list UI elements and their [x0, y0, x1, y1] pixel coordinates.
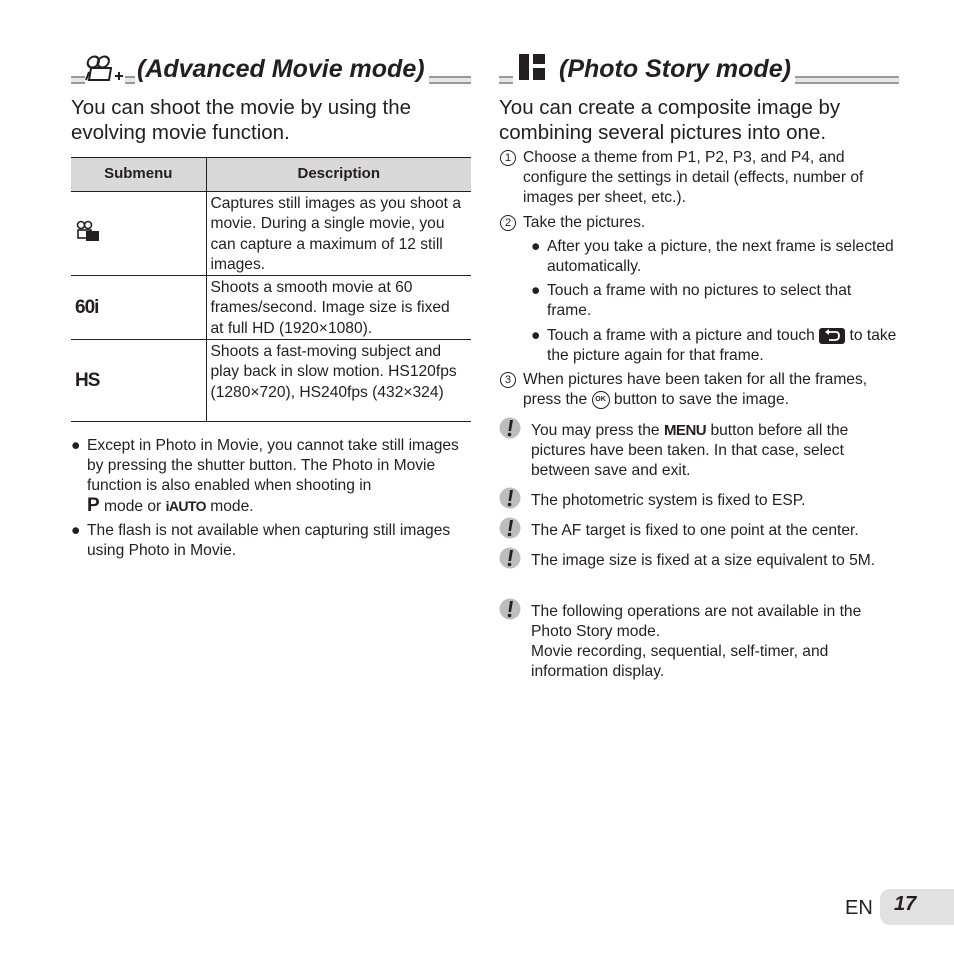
note-text: The photometric system is fixed to ESP. — [531, 492, 806, 509]
sub-bullet-item — [531, 281, 899, 321]
section-heading-advanced-movie — [71, 54, 471, 84]
caution-icon — [499, 547, 521, 569]
photo-in-movie-icon — [75, 220, 101, 242]
submenu-cell — [71, 340, 206, 422]
step-text: Take the pictures. — [523, 214, 646, 231]
note-text: The image size is fixed at a size equivalent to 5M. — [531, 552, 876, 569]
bullet-text: Touch a frame with no pictures to select that frame. — [547, 282, 852, 319]
retake-button-icon — [819, 328, 845, 344]
p-mode-icon: P — [87, 495, 100, 516]
caution-icon — [499, 417, 521, 439]
language-label: EN — [845, 897, 873, 919]
bullet-dot: ● — [71, 437, 81, 454]
step-2 — [499, 213, 899, 233]
page-number-tab — [880, 889, 954, 925]
bullet-dot: ● — [531, 327, 541, 344]
step-number: 2 — [500, 215, 516, 231]
section-title: (Photo Story mode) — [557, 54, 795, 84]
intro-text: You can shoot the movie by using the evolving movie function. — [71, 96, 412, 144]
note-text: You may press the — [531, 422, 660, 439]
section-title: (Advanced Movie mode) — [135, 54, 429, 84]
caution-icon — [499, 598, 521, 620]
header-submenu: Submenu — [71, 158, 206, 192]
bullet-text: After you take a picture, the next frame is selected automatically. — [547, 238, 894, 275]
60i-icon: 60i — [75, 296, 99, 318]
submenu-table — [71, 157, 471, 422]
table-row — [71, 340, 471, 422]
note-item — [499, 491, 899, 511]
bullet-dot: ● — [531, 238, 541, 255]
table-row — [71, 276, 471, 340]
note-text: Movie recording, sequential, self-timer, and information display. — [531, 643, 829, 680]
note-text: The following operations are not available in the Photo Story mode. — [531, 603, 862, 640]
step-text: When pictures have been taken for all the frames, press the — [523, 371, 868, 408]
bullet-dot: ● — [531, 282, 541, 299]
bullet-text: Except in Photo in Movie, you cannot take still images by pressing the shutter button. The Photo in Movie function is also enabled when shooting in — [87, 437, 459, 494]
page-number: 17 — [894, 893, 917, 915]
iauto-icon: iAUTO — [165, 498, 206, 514]
note-text: The AF target is fixed to one point at the center. — [531, 522, 859, 539]
note-item — [499, 551, 899, 571]
sub-bullet-item — [531, 326, 899, 366]
step-number: 3 — [500, 372, 516, 388]
caution-icon — [499, 487, 521, 509]
sub-bullet-item — [531, 237, 899, 277]
note-item — [499, 602, 899, 682]
header-description: Description — [206, 158, 471, 192]
table-row — [71, 192, 471, 276]
bullet-text: Touch a frame with a picture and touch — [547, 327, 815, 344]
bullet-text: The flash is not available when capturing still images using Photo in Movie. — [87, 522, 451, 559]
section-heading-photo-story — [499, 54, 899, 84]
advanced-movie-icon — [85, 54, 125, 84]
note-text: button before all the pictures have been taken. In that case, select between save and exit. — [531, 422, 849, 479]
table-header-row — [71, 158, 471, 192]
bullet-item — [71, 436, 471, 517]
bullet-text: mode or — [104, 498, 162, 515]
bullet-item — [71, 521, 471, 561]
note-item — [499, 521, 899, 541]
hs-icon: HS — [75, 369, 100, 391]
bullet-dot: ● — [71, 522, 81, 539]
ok-button-icon: OK — [592, 391, 610, 409]
description-cell: Captures still images as you shoot a movie. During a single movie, you can capture a maximum of 12 still images. — [206, 192, 471, 276]
step-number: 1 — [500, 150, 516, 166]
submenu-cell — [71, 276, 206, 340]
intro-text: You can create a composite image by combining several pictures into one. — [499, 96, 841, 144]
note-item — [499, 421, 899, 481]
step-3 — [499, 370, 899, 410]
caution-icon — [499, 517, 521, 539]
menu-button-label: MENU — [663, 422, 707, 439]
step-text: button to save the image. — [613, 391, 789, 408]
description-cell: Shoots a fast-moving subject and play back in slow motion. HS120fps (1280×720), HS240fps (432×324) — [206, 340, 471, 422]
step-1 — [499, 148, 899, 208]
bullet-text: to take the picture again for that frame. — [547, 327, 897, 364]
step-text: Choose a theme from P1, P2, P3, and P4, and configure the settings in detail (effects, number of images per sheet, etc.). — [523, 149, 864, 206]
photo-story-icon — [513, 54, 557, 84]
submenu-cell — [71, 192, 206, 276]
description-cell: Shoots a smooth movie at 60 frames/second. Image size is fixed at full HD (1920×1080). — [206, 276, 471, 340]
bullet-text: mode. — [210, 498, 254, 515]
